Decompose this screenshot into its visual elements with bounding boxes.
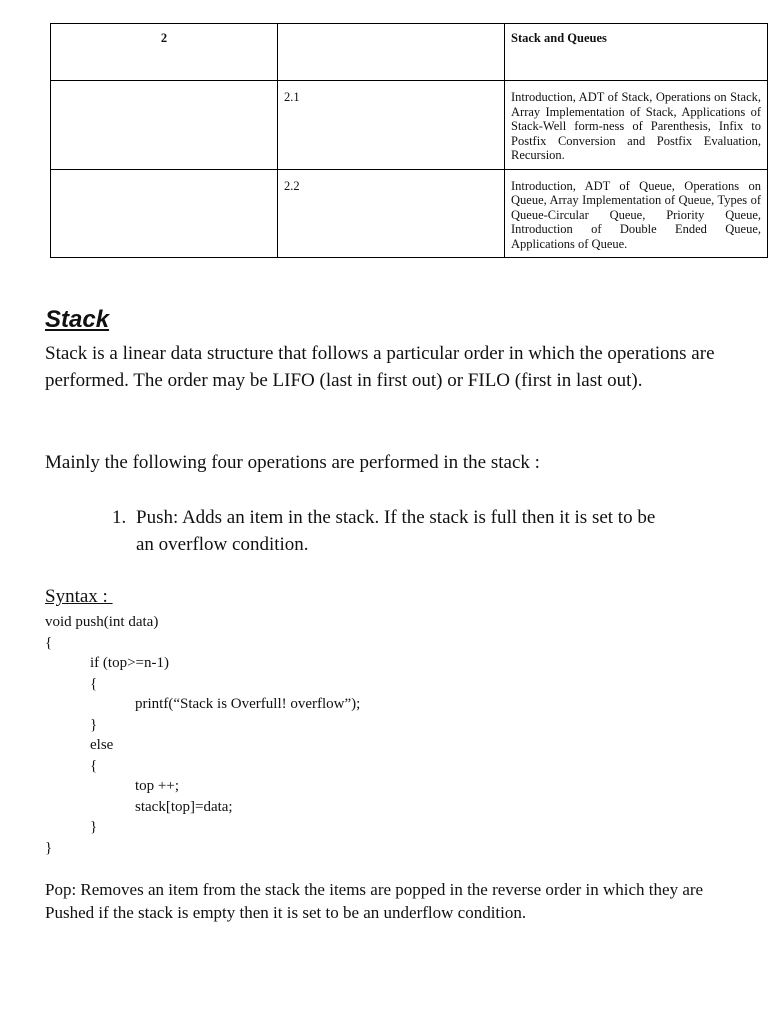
subunit-cell: 2.1 bbox=[278, 81, 505, 170]
code-line: } bbox=[45, 839, 53, 856]
operations-list bbox=[112, 504, 672, 558]
subunit-cell bbox=[278, 24, 505, 81]
syntax-label-text: Syntax : bbox=[45, 586, 113, 607]
code-line: } bbox=[90, 819, 98, 835]
table-row bbox=[51, 24, 768, 81]
code-line: if (top>=n-1) bbox=[90, 655, 169, 671]
code-line: else bbox=[90, 737, 114, 753]
syntax-label bbox=[45, 586, 113, 608]
syllabus-table bbox=[50, 23, 768, 258]
unit-number-cell bbox=[51, 169, 278, 258]
pop-operation-paragraph: Pop: Removes an item from the stack the items are popped in the reverse order in which they are Pushed if the stack is empty then it is set to be an underflow condition. bbox=[45, 880, 704, 922]
code-line: void push(int data) bbox=[45, 614, 159, 630]
table-row bbox=[51, 81, 768, 170]
code-line: } bbox=[90, 716, 98, 733]
code-line: printf(“Stack is Overfull! overflow”); bbox=[135, 696, 361, 712]
list-item-number: 1. bbox=[112, 507, 127, 528]
unit-title-cell: Stack and Queues bbox=[505, 24, 768, 81]
code-line: { bbox=[90, 757, 98, 774]
topic-content-cell: Introduction, ADT of Queue, Operations on Queue, Array Implementation of Queue, Types of Queue-Circular Queue, Priority Queue, Introduction of Double Ended Queue, Applications of Queue. bbox=[505, 169, 768, 258]
code-line: top ++; bbox=[135, 778, 180, 794]
unit-number-cell bbox=[51, 81, 278, 170]
unit-number-cell: 2 bbox=[51, 24, 278, 81]
list-item-text: Push: Adds an item in the stack. If the stack is full then it is set to be an overflow condition. bbox=[136, 507, 656, 555]
list-item bbox=[112, 504, 672, 558]
subunit-cell: 2.2 bbox=[278, 169, 505, 258]
table-row bbox=[51, 169, 768, 258]
code-line: stack[top]=data; bbox=[135, 798, 233, 815]
code-block bbox=[45, 612, 360, 858]
section-heading: Stack bbox=[45, 306, 110, 333]
stack-intro-paragraph: Stack is a linear data structure that follows a particular order in which the operations are performed. The order may be LIFO (last in first out) or FILO (first in last out). bbox=[45, 343, 715, 391]
topic-content-cell: Introduction, ADT of Stack, Operations on Stack, Array Implementation of Stack, Applications of Stack-Well form-ness of Parenthesis, Infix to Postfix Conversion and Postfix Evaluation, Recursion. bbox=[505, 81, 768, 170]
code-line: { bbox=[90, 675, 98, 692]
operations-intro-paragraph: Mainly the following four operations are performed in the stack : bbox=[45, 452, 540, 473]
code-line: { bbox=[45, 634, 53, 651]
